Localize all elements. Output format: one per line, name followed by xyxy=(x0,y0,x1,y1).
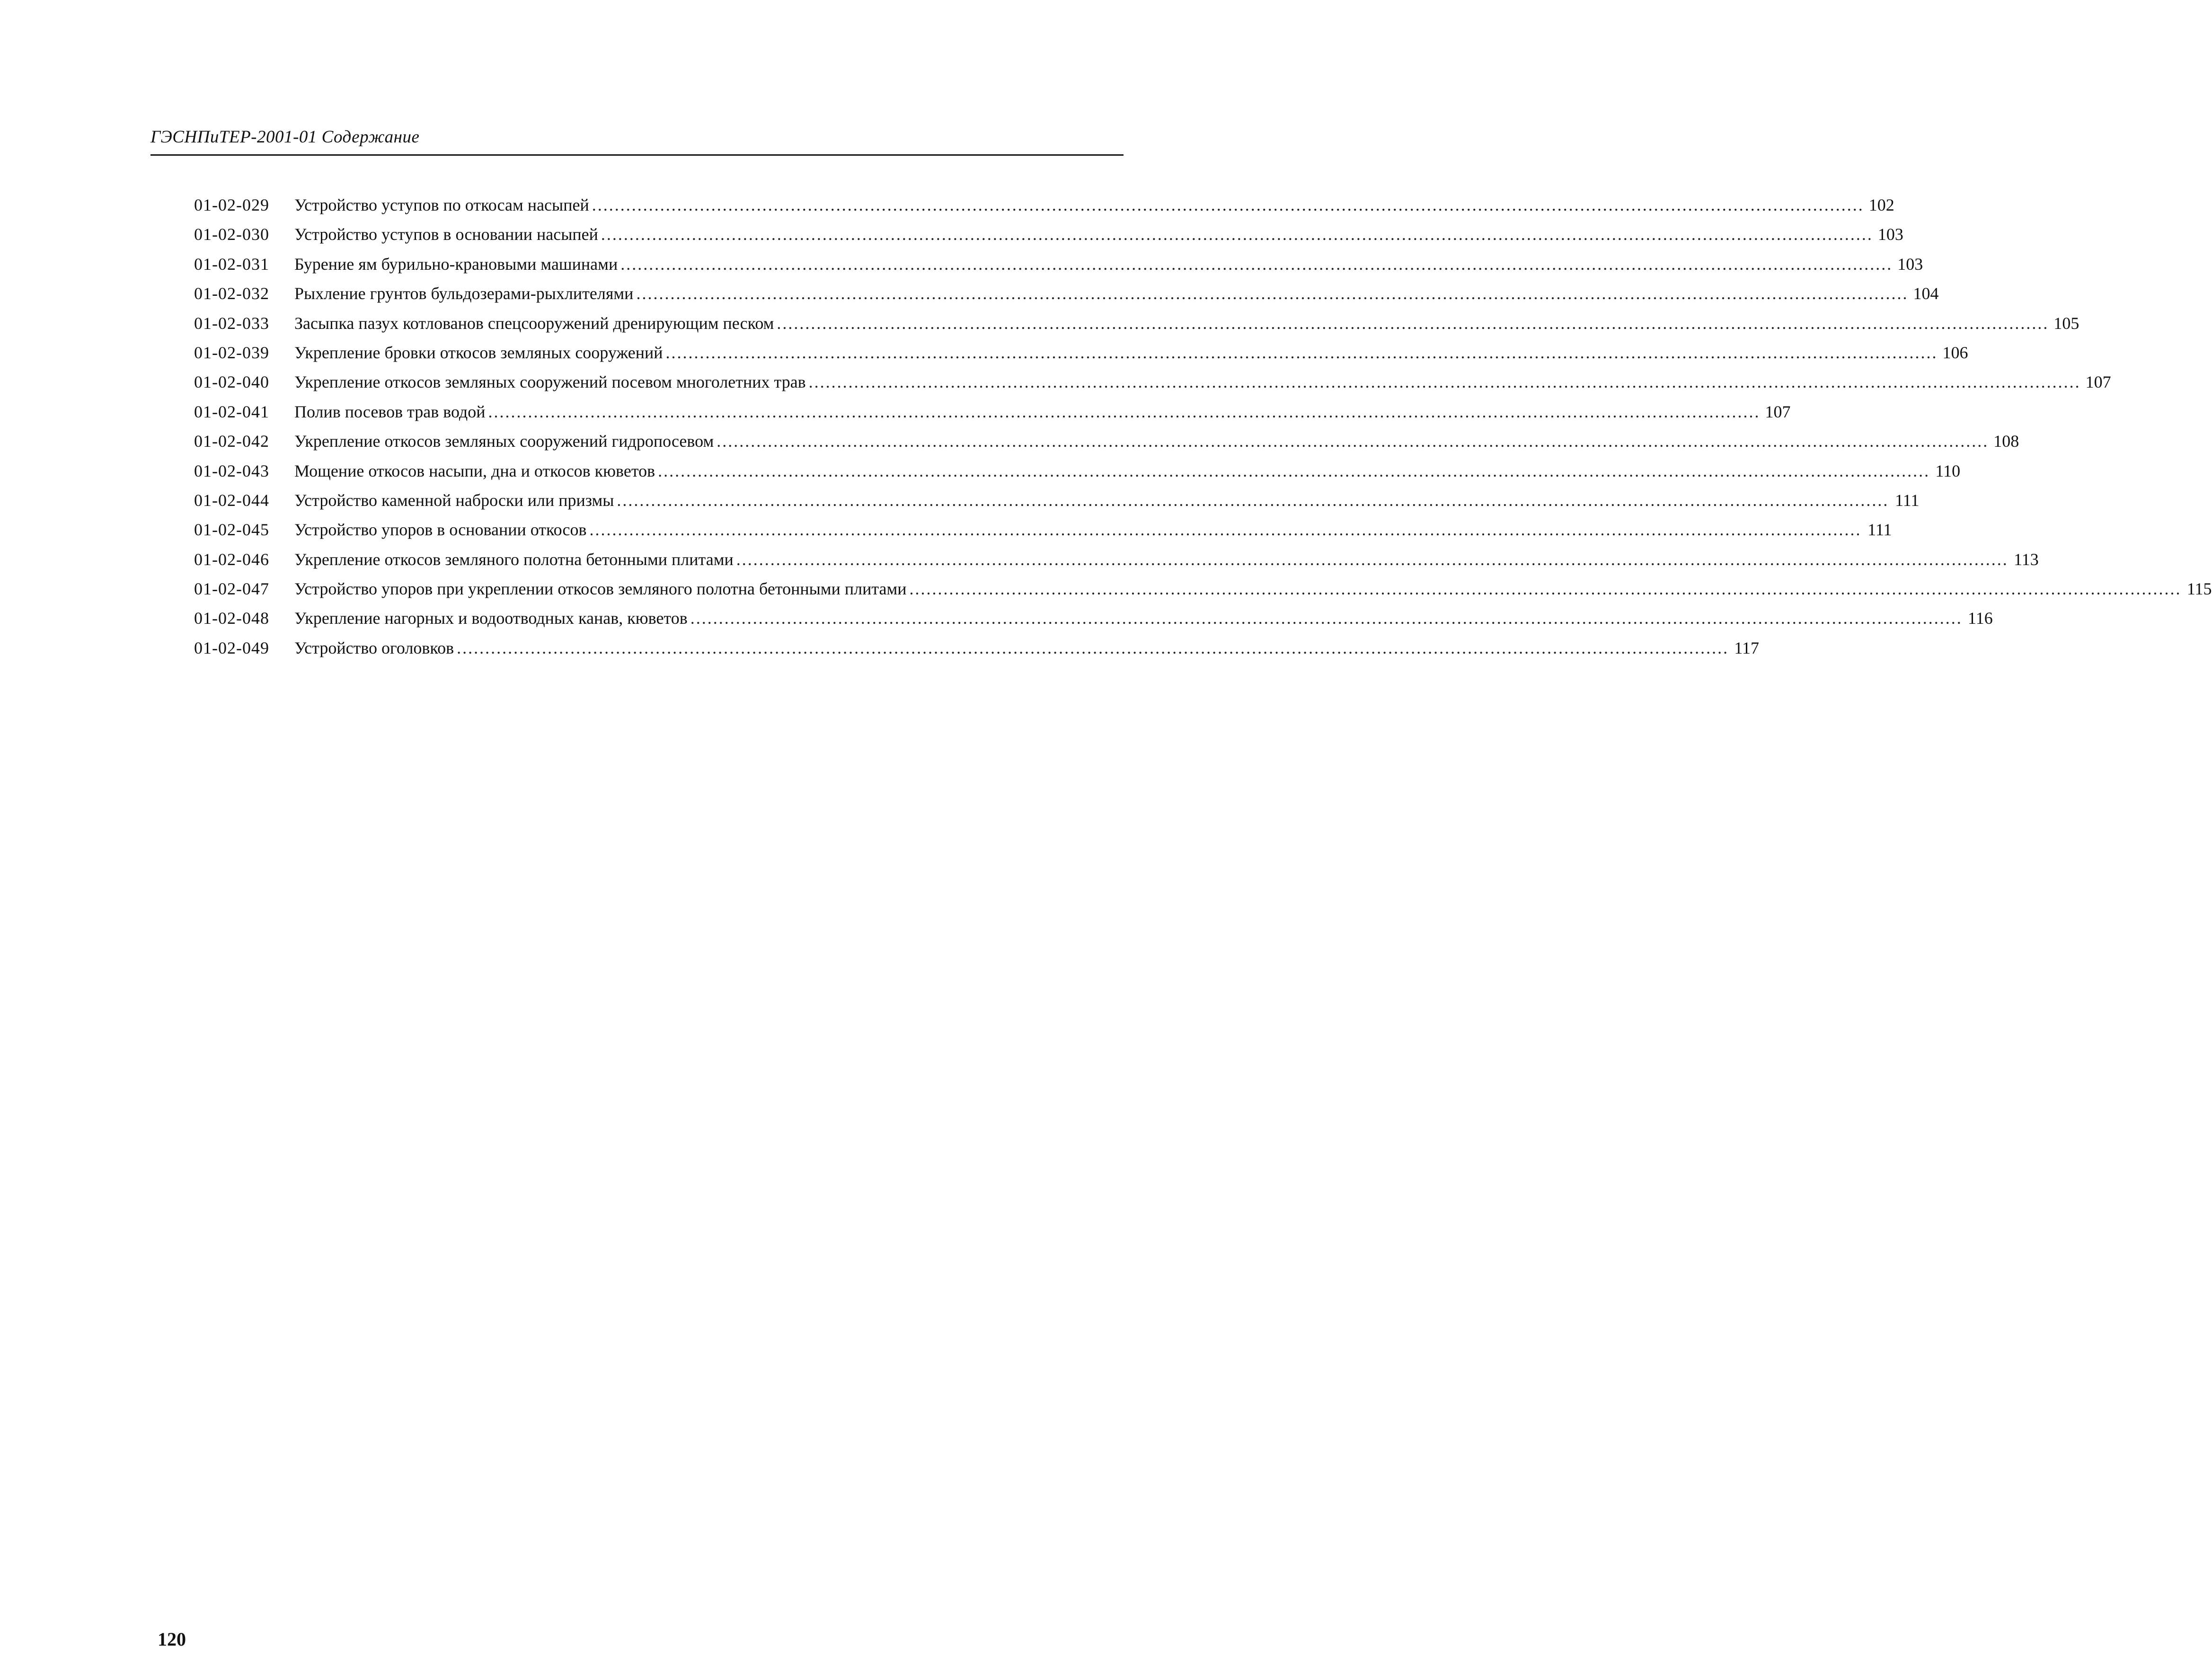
toc-title: Укрепление откосов земляных сооружений гидропосевом xyxy=(294,432,714,451)
toc-page: 103 xyxy=(1877,225,1903,244)
toc-code: 01-02-040 xyxy=(194,372,269,392)
running-header: ГЭСНПиТЕР-2001-01 Содержание xyxy=(150,127,420,147)
toc-leader: ................................................................................................................................................................................................................................ xyxy=(717,432,1989,451)
toc-leader: ................................................................................................................................................................................................................................ xyxy=(658,461,1930,480)
toc-page: 117 xyxy=(1734,638,1760,657)
toc-title: Устройство уступов по откосам насыпей xyxy=(294,195,589,214)
toc-title: Полив посевов трав водой xyxy=(294,402,486,421)
toc-code: 01-02-049 xyxy=(194,638,269,657)
toc-code: 01-02-046 xyxy=(194,549,269,569)
toc-leader: ................................................................................................................................................................................................................................ xyxy=(665,343,1938,362)
toc-entry xyxy=(194,608,1993,638)
toc-entry xyxy=(194,283,1939,313)
toc-code: 01-02-042 xyxy=(194,432,269,451)
toc-code: 01-02-045 xyxy=(194,520,269,540)
toc-entry xyxy=(194,224,1903,254)
toc-title: Устройство уступов в основании насыпей xyxy=(294,225,598,244)
header-rule xyxy=(150,154,1124,156)
toc-code: 01-02-030 xyxy=(194,225,269,244)
toc-entry xyxy=(194,490,1920,520)
toc-title: Засыпка пазух котлованов спецсооружений дренирующим песком xyxy=(294,313,774,333)
toc-leader: ................................................................................................................................................................................................................................ xyxy=(457,638,1729,657)
toc-code: 01-02-043 xyxy=(194,461,269,480)
toc-entry xyxy=(194,520,1892,549)
toc-entry xyxy=(194,195,1894,224)
toc-code: 01-02-048 xyxy=(194,609,269,628)
toc-leader: ................................................................................................................................................................................................................................ xyxy=(592,195,1864,214)
toc-code: 01-02-032 xyxy=(194,284,269,303)
toc-code: 01-02-029 xyxy=(194,195,269,214)
toc-page: 116 xyxy=(1968,609,1993,628)
toc-leader: ................................................................................................................................................................................................................................ xyxy=(617,490,1889,510)
toc-leader: ................................................................................................................................................................................................................................ xyxy=(736,549,2008,569)
toc-page: 111 xyxy=(1867,520,1892,540)
toc-title: Устройство упоров в основании откосов xyxy=(294,520,587,540)
toc-title: Укрепление откосов земляных сооружений посевом многолетних трав xyxy=(294,372,806,392)
toc-page: 107 xyxy=(1765,402,1791,421)
toc-entry xyxy=(194,402,1791,431)
toc-code: 01-02-044 xyxy=(194,490,269,510)
toc-page: 103 xyxy=(1897,254,1923,274)
toc-title: Укрепление откосов земляного полотна бетонными плитами xyxy=(294,549,734,569)
toc-page: 111 xyxy=(1895,490,1920,510)
toc-page: 113 xyxy=(2014,549,2039,569)
toc-entry xyxy=(194,343,1968,372)
toc-entry xyxy=(194,461,1961,490)
toc-code: 01-02-031 xyxy=(194,254,269,274)
toc-leader: ................................................................................................................................................................................................................................ xyxy=(777,313,2049,333)
toc-code: 01-02-041 xyxy=(194,402,269,421)
toc-entry xyxy=(194,638,1760,667)
toc-entry xyxy=(194,313,2079,343)
toc-page: 108 xyxy=(1993,432,2019,451)
toc-page: 115 xyxy=(2186,579,2212,599)
toc-title: Укрепление бровки откосов земляных сооружений xyxy=(294,343,663,362)
toc-page: 106 xyxy=(1942,343,1968,362)
toc-leader: ................................................................................................................................................................................................................................ xyxy=(909,579,2182,599)
toc-leader: ................................................................................................................................................................................................................................ xyxy=(488,402,1761,421)
toc-title: Бурение ям бурильно-крановыми машинами xyxy=(294,254,618,274)
toc-entry xyxy=(194,431,2019,461)
table-of-contents xyxy=(194,195,2212,667)
toc-title: Устройство каменной наброски или призмы xyxy=(294,490,614,510)
toc-leader: ................................................................................................................................................................................................................................ xyxy=(808,372,2081,392)
toc-leader: ................................................................................................................................................................................................................................ xyxy=(636,284,1909,303)
toc-page: 104 xyxy=(1913,284,1939,303)
toc-title: Устройство оголовков xyxy=(294,638,454,657)
toc-page: 107 xyxy=(2085,372,2111,392)
toc-leader: ................................................................................................................................................................................................................................ xyxy=(620,254,1893,274)
page-number: 120 xyxy=(158,1629,186,1650)
toc-page: 102 xyxy=(1868,195,1894,214)
toc-entry xyxy=(194,549,2039,579)
toc-title: Укрепление нагорных и водоотводных канав, кюветов xyxy=(294,609,688,628)
toc-leader: ................................................................................................................................................................................................................................ xyxy=(601,225,1873,244)
toc-leader: ................................................................................................................................................................................................................................ xyxy=(589,520,1862,540)
toc-title: Мощение откосов насыпи, дна и откосов кюветов xyxy=(294,461,655,480)
toc-title: Устройство упоров при укреплении откосов земляного полотна бетонными плитами xyxy=(294,579,907,599)
toc-entry xyxy=(194,579,2212,608)
toc-title: Рыхление грунтов бульдозерами-рыхлителями xyxy=(294,284,634,303)
toc-entry xyxy=(194,254,1923,283)
toc-leader: ................................................................................................................................................................................................................................ xyxy=(690,609,1963,628)
toc-code: 01-02-033 xyxy=(194,313,269,333)
toc-code: 01-02-039 xyxy=(194,343,269,362)
toc-page: 105 xyxy=(2053,313,2079,333)
toc-code: 01-02-047 xyxy=(194,579,269,599)
toc-page: 110 xyxy=(1935,461,1961,480)
toc-entry xyxy=(194,372,2111,401)
